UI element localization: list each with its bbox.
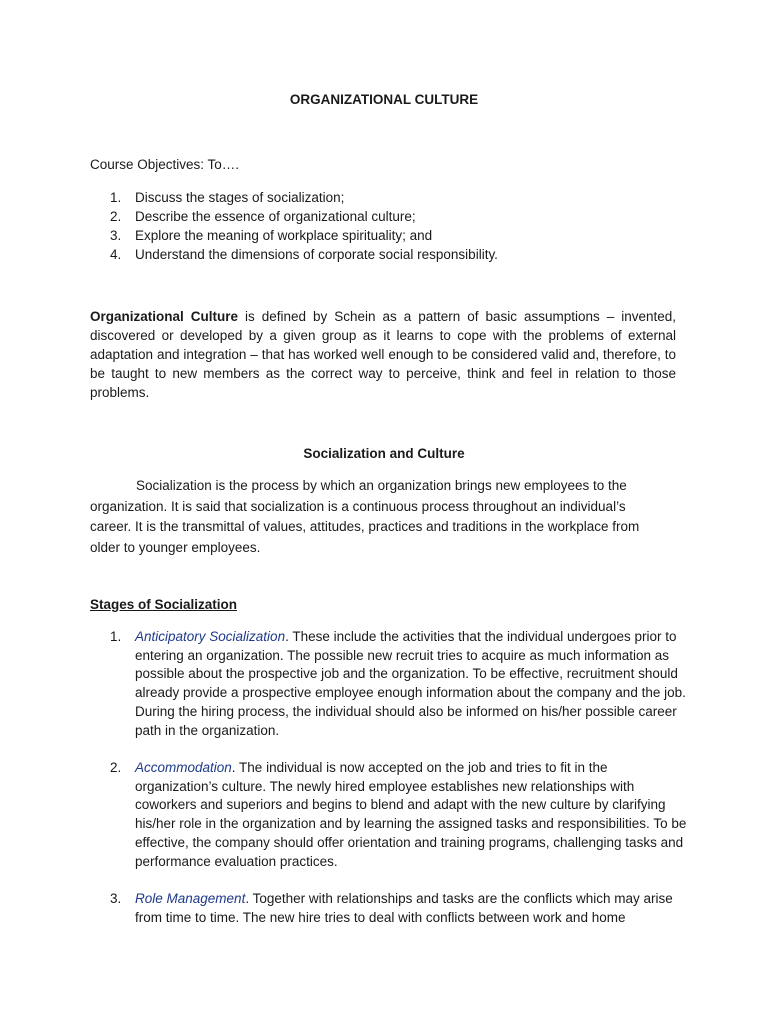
socialization-text: Socialization is the process by which an organization brings new employees to the organization. It is said that socialization is a continuous process throughout an individual’s career. It is the transmittal of values, attitudes, practices and traditions in the workplace from older to younger employees.: [90, 478, 640, 555]
objectives-intro: Course Objectives: To….: [90, 157, 240, 172]
stage-item: [110, 628, 690, 740]
list-number: 2.: [110, 760, 122, 775]
list-item: [110, 207, 710, 226]
definition-text: is defined by Schein as a pattern of basic assumptions – invented, discovered or developed by a given group as it learns to cope with the problems of external adaptation and integration – that has worked well enough to be considered valid and, therefore, to be taught to new members as the correct way to perceive, think and feel in relation to those problems.: [90, 309, 676, 400]
stage-item: [110, 890, 690, 927]
stages-heading: Stages of Socialization: [90, 597, 238, 612]
list-number: 3.: [110, 891, 122, 906]
stage-text: [135, 890, 690, 927]
section-heading: Socialization and Culture: [303, 446, 465, 461]
document-title: ORGANIZATIONAL CULTURE: [289, 92, 479, 107]
stage-text: [135, 628, 690, 740]
stage-term: Role Management: [135, 891, 246, 906]
list-item: [110, 226, 710, 245]
list-number: 4.: [110, 247, 122, 262]
definition-paragraph: [90, 307, 676, 402]
definition-term: Organizational Culture: [90, 309, 238, 324]
stage-term: Accommodation: [135, 760, 232, 775]
list-item: [110, 188, 710, 207]
stage-description: . The individual is now accepted on the job and tries to fit in the organization’s culture. The newly hired employee establishes new relationships with coworkers and superiors and begins to blend and adapt with the new culture by clarifying his/her role in the organization and by learning the assigned tasks and responsibilities. To be effective, the company should offer orientation and training programs, challenging tasks and performance evaluation practices.: [135, 760, 687, 869]
socialization-paragraph: [90, 476, 665, 558]
stage-item: [110, 759, 690, 871]
list-number: 3.: [110, 228, 122, 243]
list-text: Discuss the stages of socialization;: [135, 190, 345, 205]
list-text: Describe the essence of organizational culture;: [135, 209, 416, 224]
list-number: 1.: [110, 190, 122, 205]
stage-term: Anticipatory Socialization: [135, 629, 286, 644]
objectives-list: [110, 188, 710, 264]
stage-text: [135, 759, 690, 871]
list-text: Understand the dimensions of corporate social responsibility.: [135, 247, 498, 262]
list-number: 2.: [110, 209, 122, 224]
stage-description: . Together with relationships and tasks are the conflicts which may arise from time to time. The new hire tries to deal with conflicts between work and home: [135, 891, 673, 925]
list-text: Explore the meaning of workplace spirituality; and: [135, 228, 433, 243]
list-number: 1.: [110, 629, 122, 644]
stage-description: . These include the activities that the individual undergoes prior to entering an organization. The possible new recruit tries to acquire as much information as possible about the prospective job and the organization. To be effective, recruitment should already provide a prospective employee enough information about the company and the job. During the hiring process, the individual should also be informed on his/her possible career path in the organization.: [135, 629, 686, 738]
list-item: [110, 245, 710, 264]
